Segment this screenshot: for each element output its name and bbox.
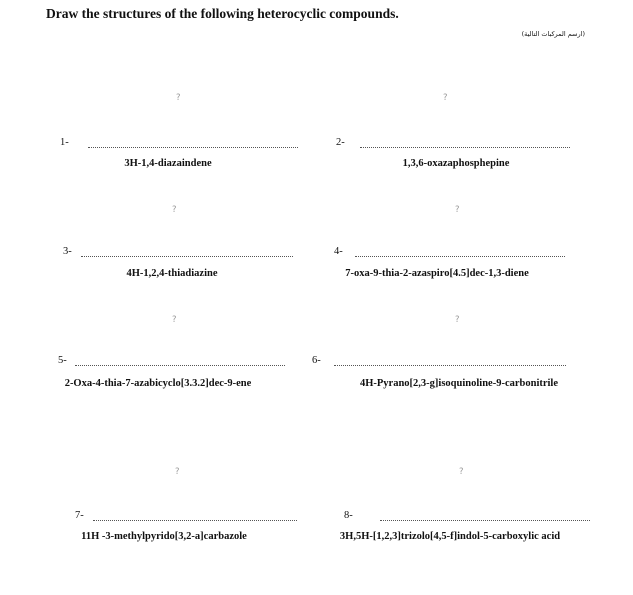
structure-placeholder-2[interactable]: ? [443,93,448,103]
item-number-8: 8- [344,510,353,521]
structure-placeholder-1[interactable]: ? [176,93,181,103]
answer-line-8[interactable] [380,520,590,521]
answer-line-2[interactable] [360,147,570,148]
answer-line-6[interactable] [334,365,566,366]
item-number-3: 3- [63,246,72,257]
compound-name-8: 3H,5H-[1,2,3]trizolo[4,5-f]indol-5-carboxylic acid [339,531,561,542]
answer-line-7[interactable] [93,520,297,521]
answer-line-3[interactable] [81,256,293,257]
compound-name-6: 4H-Pyrano[2,3-g]isoquinoline-9-carbonitrile [359,378,559,389]
structure-placeholder-5[interactable]: ? [172,315,177,325]
compound-name-4: 7-oxa-9-thia-2-azaspiro[4.5]dec-1,3-diene [345,268,529,279]
compound-name-3: 4H-1,2,4-thiadiazine [126,268,218,279]
answer-line-1[interactable] [88,147,298,148]
compound-name-5: 2-Oxa-4-thia-7-azabicyclo[3.3.2]dec-9-ene [64,378,252,389]
structure-placeholder-8[interactable]: ? [459,467,464,477]
item-number-1: 1- [60,137,69,148]
page-title: Draw the structures of the following heterocyclic compounds. [46,6,399,21]
answer-line-5[interactable] [75,365,285,366]
compound-name-2: 1,3,6-oxazaphosphepine [402,158,510,169]
item-number-4: 4- [334,246,343,257]
compound-name-1: 3H-1,4-diazaindene [124,158,212,169]
structure-placeholder-7[interactable]: ? [175,467,180,477]
item-number-5: 5- [58,355,67,366]
arabic-instruction: (ارسم المركبات التالية) [521,30,585,38]
item-number-7: 7- [75,510,84,521]
item-number-6: 6- [312,355,321,366]
answer-line-4[interactable] [355,256,565,257]
structure-placeholder-6[interactable]: ? [455,315,460,325]
compound-name-7: 11H -3-methylpyrido[3,2-a]carbazole [81,531,247,542]
structure-placeholder-3[interactable]: ? [172,205,177,215]
item-number-2: 2- [336,137,345,148]
structure-placeholder-4[interactable]: ? [455,205,460,215]
